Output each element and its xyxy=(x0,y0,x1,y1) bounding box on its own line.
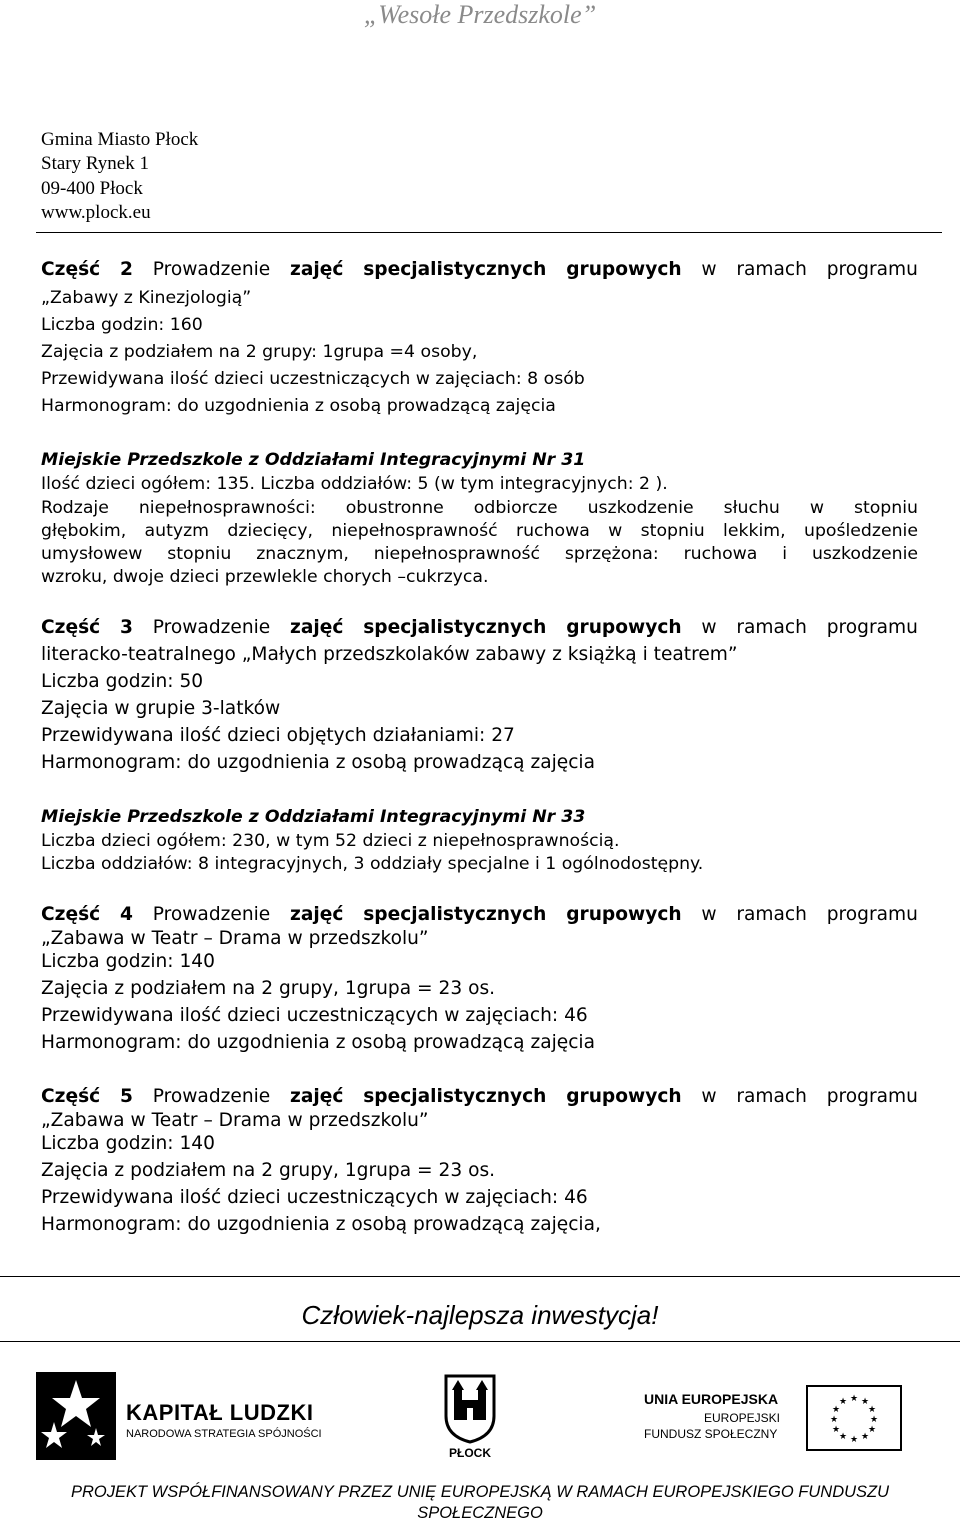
part4-schedule: Harmonogram: do uzgodnienia z osobą prowadzącą zajęcia xyxy=(41,1032,595,1053)
part-number: 2 xyxy=(119,259,133,280)
part5-program: „Zabawa w Teatr – Drama w przedszkolu” xyxy=(41,1110,429,1131)
part2-program: „Zabawy z Kinezjologią” xyxy=(41,288,252,308)
header-title: „Wesołe Przedszkole” xyxy=(363,0,597,29)
part2-heading xyxy=(41,259,918,281)
part5-heading xyxy=(41,1086,918,1108)
footer-divider-bottom xyxy=(0,1341,960,1342)
heading-word: ramach xyxy=(736,259,807,280)
svg-text:★: ★ xyxy=(860,1397,870,1407)
heading-word: zajęć xyxy=(290,617,344,638)
address-website: www.plock.eu xyxy=(41,202,151,223)
heading-word: specjalistycznych xyxy=(363,904,547,925)
kapital-ludzki-stars-icon xyxy=(36,1372,116,1460)
heading-word: specjalistycznych xyxy=(363,259,547,280)
part4-expected: Przewidywana ilość dzieci uczestniczących w zajęciach: 46 xyxy=(41,1005,588,1026)
heading-word: zajęć xyxy=(290,904,344,925)
heading-word: specjalistycznych xyxy=(363,1086,547,1107)
heading-word: Prowadzenie xyxy=(152,1086,271,1107)
part-label: Część xyxy=(41,259,101,280)
heading-word: w xyxy=(701,1086,717,1107)
school33-units: Liczba oddziałów: 8 integracyjnych, 3 oddziały specjalne i 1 ogólnodostępny. xyxy=(41,854,704,874)
part-label: Część xyxy=(41,904,101,925)
part2-groups: Zajęcia z podziałem na 2 grupy: 1grupa =4 osoby, xyxy=(41,342,478,362)
heading-word: ramach xyxy=(736,1086,807,1107)
part5-hours: Liczba godzin: 140 xyxy=(41,1133,215,1154)
svg-text:★: ★ xyxy=(867,1405,877,1415)
part4-heading xyxy=(41,904,918,926)
heading-word: zajęć xyxy=(290,1086,344,1107)
kapital-ludzki-subtitle: NARODOWA STRATEGIA SPÓJNOŚCI xyxy=(126,1428,322,1440)
part-number: 5 xyxy=(119,1086,133,1107)
heading-word: zajęć xyxy=(290,259,344,280)
svg-text:★: ★ xyxy=(831,1425,841,1435)
part2-expected: Przewidywana ilość dzieci uczestniczących w zajęciach: 8 osób xyxy=(41,369,585,389)
school33-name: Miejskie Przedszkole z Oddziałami Integracyjnymi Nr 33 xyxy=(41,807,586,827)
part3-expected: Przewidywana ilość dzieci objętych działaniami: 27 xyxy=(41,725,515,746)
kapital-ludzki-title: KAPITAŁ LUDZKI xyxy=(126,1400,314,1425)
svg-text:★: ★ xyxy=(838,1397,848,1407)
heading-word: specjalistycznych xyxy=(363,617,547,638)
heading-word: w xyxy=(701,617,717,638)
part-label: Część xyxy=(41,1086,101,1107)
part3-program: literacko-teatralnego „Małych przedszkolaków zabawy z książką i teatrem” xyxy=(41,644,738,665)
school31-disabilities-1: Rodzaje niepełnosprawności: obustronne odbiorcze uszkodzenie słuchu w stopniu xyxy=(41,498,918,518)
address-line-3: 09-400 Płock xyxy=(41,178,143,199)
eu-logo xyxy=(644,1385,914,1455)
footer-divider-top xyxy=(0,1276,960,1277)
school31-disabilities-3: umysłowew stopniu znacznym, niepełnosprawność sprzężona: ruchowa i uszkodzenie xyxy=(41,544,918,564)
header-divider xyxy=(36,232,942,233)
svg-text:★: ★ xyxy=(849,1394,859,1404)
plock-label: PŁOCK xyxy=(449,1446,491,1460)
svg-text:★: ★ xyxy=(867,1425,877,1435)
svg-text:★: ★ xyxy=(831,1405,841,1415)
svg-text:★: ★ xyxy=(829,1415,839,1425)
heading-word: ramach xyxy=(736,904,807,925)
heading-word: Prowadzenie xyxy=(152,617,271,638)
heading-word: w xyxy=(701,259,717,280)
footer-slogan: Człowiek-najlepsza inwestycja! xyxy=(301,1300,659,1330)
heading-word: Prowadzenie xyxy=(152,904,271,925)
part-number: 4 xyxy=(119,904,133,925)
kapital-ludzki-logo xyxy=(36,1372,326,1462)
svg-text:★: ★ xyxy=(860,1432,870,1442)
part4-program: „Zabawa w Teatr – Drama w przedszkolu” xyxy=(41,928,429,949)
part2-hours: Liczba godzin: 160 xyxy=(41,315,203,335)
part3-groups: Zajęcia w grupie 3-latków xyxy=(41,698,281,719)
school31-counts: Ilość dzieci ogółem: 135. Liczba oddziałów: 5 (w tym integracyjnych: 2 ). xyxy=(41,474,668,494)
plock-castle-icon xyxy=(442,1372,498,1444)
heading-word: grupowych xyxy=(566,617,682,638)
heading-word: grupowych xyxy=(566,259,682,280)
svg-text:★: ★ xyxy=(849,1435,859,1445)
part2-schedule: Harmonogram: do uzgodnienia z osobą prowadzącą zajęcia xyxy=(41,396,556,416)
heading-word: programu xyxy=(826,617,918,638)
part-number: 3 xyxy=(119,617,133,638)
svg-text:★: ★ xyxy=(869,1415,879,1425)
eu-fund-line-1: EUROPEJSKI xyxy=(704,1411,781,1425)
part3-schedule: Harmonogram: do uzgodnienia z osobą prowadzącą zajęcia xyxy=(41,752,595,773)
heading-word: programu xyxy=(826,904,918,925)
heading-word: programu xyxy=(826,259,918,280)
heading-word: programu xyxy=(826,1086,918,1107)
address-line-1: Gmina Miasto Płock xyxy=(41,129,199,150)
part4-groups: Zajęcia z podziałem na 2 grupy, 1grupa = 23 os. xyxy=(41,978,496,999)
part-label: Część xyxy=(41,617,101,638)
eu-title: UNIA EUROPEJSKA xyxy=(644,1391,779,1407)
school31-disabilities-2: głębokim, autyzm dziecięcy, niepełnosprawność ruchowa w stopniu lekkim, upośledzenie xyxy=(41,521,918,541)
heading-word: Prowadzenie xyxy=(152,259,271,280)
footer-project-line-1: PROJEKT WSPÓŁFINANSOWANY PRZEZ UNIĘ EUROPEJSKĄ W RAMACH EUROPEJSKIEGO FUNDUSZU xyxy=(70,1483,890,1501)
heading-word: grupowych xyxy=(566,904,682,925)
part4-hours: Liczba godzin: 140 xyxy=(41,951,215,972)
heading-word: grupowych xyxy=(566,1086,682,1107)
heading-word: ramach xyxy=(736,617,807,638)
heading-word: w xyxy=(701,904,717,925)
school33-children: Liczba dzieci ogółem: 230, w tym 52 dzieci z niepełnosprawnością. xyxy=(41,831,620,851)
part3-hours: Liczba godzin: 50 xyxy=(41,671,204,692)
part5-groups: Zajęcia z podziałem na 2 grupy, 1grupa = 23 os. xyxy=(41,1160,496,1181)
part5-schedule: Harmonogram: do uzgodnienia z osobą prowadzącą zajęcia, xyxy=(41,1214,601,1235)
part5-expected: Przewidywana ilość dzieci uczestniczących w zajęciach: 46 xyxy=(41,1187,588,1208)
plock-coat-of-arms xyxy=(442,1372,498,1464)
svg-text:★: ★ xyxy=(838,1432,848,1442)
eu-fund-line-2: FUNDUSZ SPOŁECZNY xyxy=(644,1427,778,1441)
school31-name: Miejskie Przedszkole z Oddziałami Integracyjnymi Nr 31 xyxy=(41,450,586,470)
address-line-2: Stary Rynek 1 xyxy=(41,153,149,174)
part3-heading xyxy=(41,617,918,639)
school31-disabilities-4: wzroku, dwoje dzieci przewlekle chorych –cukrzyca. xyxy=(41,567,489,587)
eu-flag-icon xyxy=(806,1385,902,1451)
footer-project-line-2: SPOŁECZNEGO xyxy=(417,1504,543,1522)
